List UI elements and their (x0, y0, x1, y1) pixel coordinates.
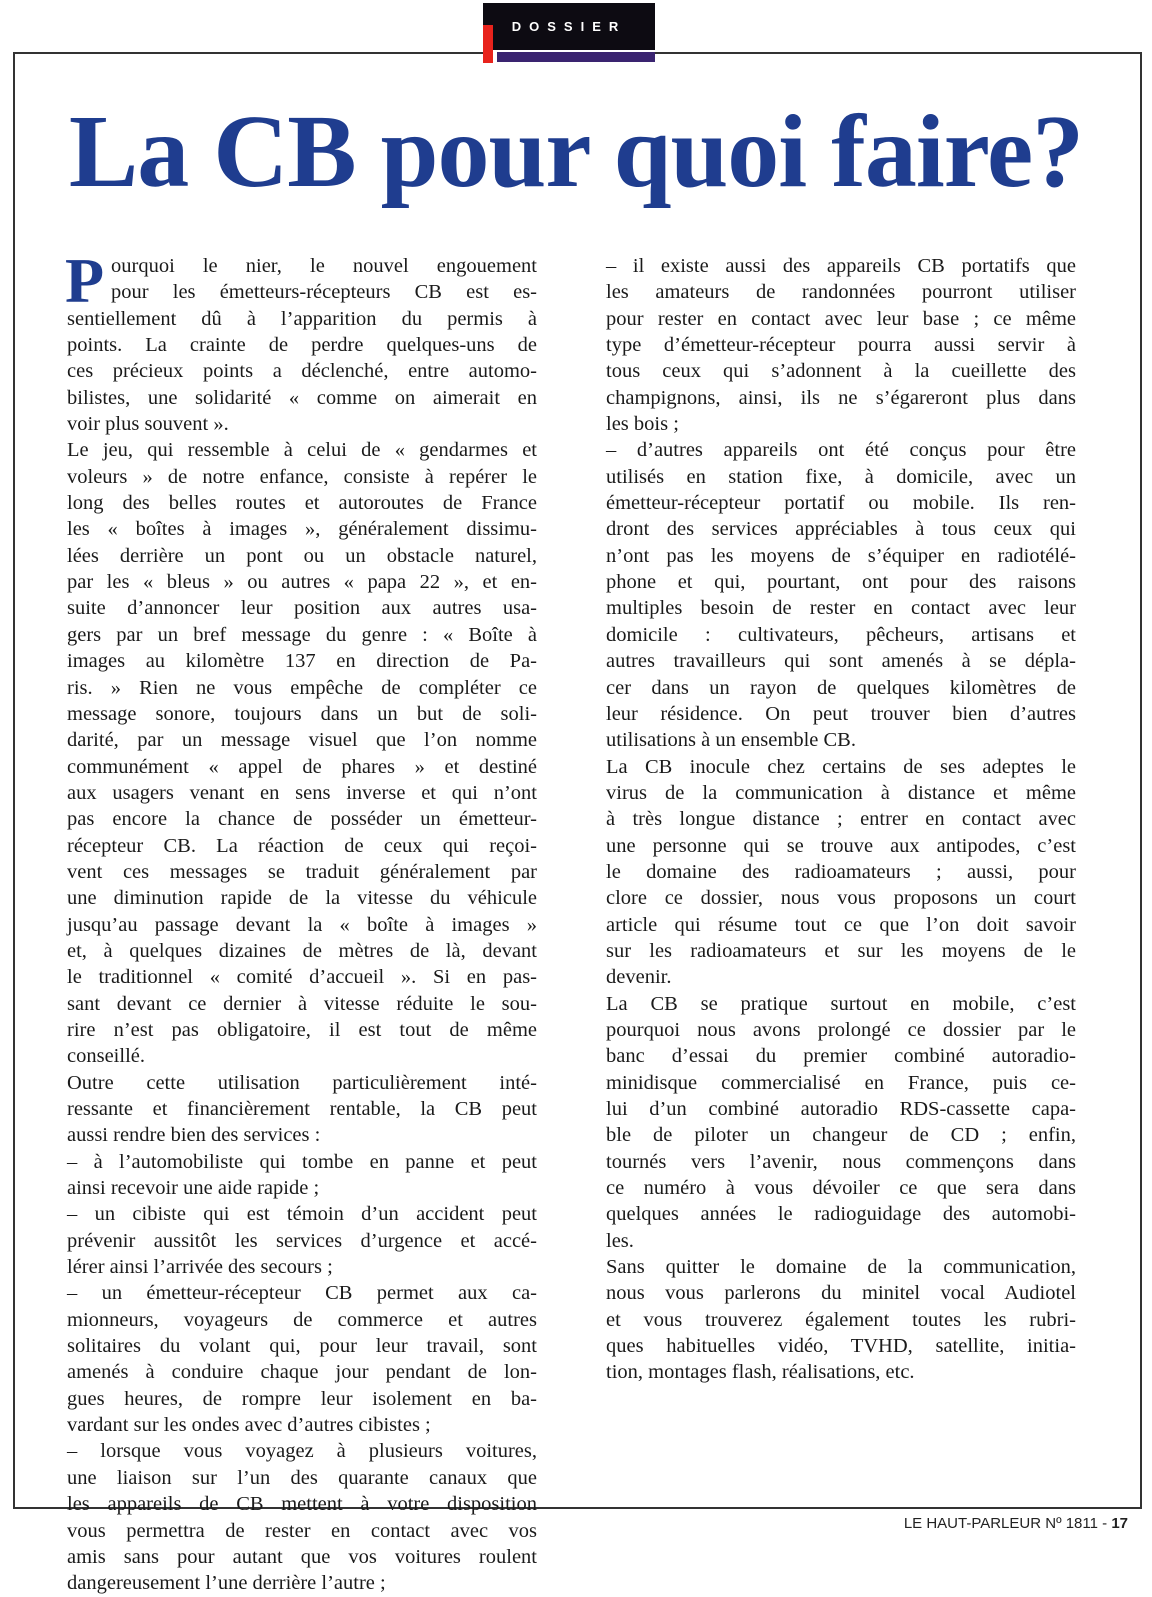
text-line: long des belles routes et autoroutes de France (67, 492, 537, 515)
paragraph (67, 1201, 537, 1280)
text-line: type d’émetteur-récepteur pourra aussi servir à (606, 334, 1076, 357)
text-line: n’ont pas les moyens de s’équiper en radiotélé- (606, 544, 1076, 567)
text-line: devenir. (606, 966, 672, 989)
header-red-bar (483, 25, 493, 63)
text-line: virus de la communication à distance et même (606, 781, 1076, 804)
text-line: amis sans pour autant que vos voitures roulent (67, 1545, 537, 1568)
paragraph (67, 1280, 537, 1438)
text-line: banc d’essai du premier combiné autoradio- (606, 1045, 1076, 1068)
text-line: Le jeu, qui ressemble à celui de « gendarmes et (67, 439, 537, 462)
text-line: communément « appel de phares » et destiné (67, 755, 537, 778)
paragraph (606, 437, 1076, 753)
text-line: Outre cette utilisation particulièrement inté- (67, 1071, 537, 1094)
text-line: conseillé. (67, 1045, 145, 1068)
text-line: utilisés en station fixe, à domicile, avec un (606, 465, 1076, 488)
column-left (65, 245, 537, 1597)
text-line: lui d’un combiné autoradio RDS-cassette capa- (606, 1098, 1076, 1120)
text-line: pas encore la chance de posséder un émetteur- (67, 808, 537, 831)
text-line: images au kilomètre 137 en direction de Pa- (67, 650, 537, 673)
text-line: amenés à conduire chaque jour pendant de lon- (67, 1361, 537, 1384)
text-line: dangereusement l’une derrière l’autre ; (67, 1572, 386, 1595)
text-line: vardant sur les ondes avec d’autres cibistes ; (67, 1414, 431, 1437)
paragraph (67, 437, 537, 1069)
text-line: rire n’est pas obligatoire, il est tout de même (67, 1018, 537, 1041)
text-line: lées derrière un pont ou un obstacle naturel, (67, 544, 537, 567)
text-line: ces précieux points a déclenché, entre automo- (67, 360, 537, 383)
text-line: darité, par un message visuel que l’on nomme (67, 729, 537, 752)
text-line: solitaires du volant qui, pour leur travail, sont (67, 1335, 537, 1358)
text-line: voir plus souvent ». (67, 413, 229, 436)
paragraph (606, 991, 1076, 1254)
text-line: points. La crainte de perdre quelques-uns de (67, 334, 537, 357)
text-line: ainsi recevoir une aide rapide ; (67, 1177, 320, 1200)
text-line: pour rester en contact avec leur base ; ce même (606, 307, 1076, 330)
text-line: ressante et financièrement rentable, la CB peut (67, 1098, 537, 1120)
text-line: champignons, ainsi, ils ne s’égareront plus dans (606, 386, 1076, 409)
text-line: ble de piloter un changeur de CD ; enfin, (606, 1124, 1076, 1147)
text-line: les appareils de CB mettent à votre disposition (67, 1493, 537, 1516)
paragraph (606, 754, 1076, 991)
text-line: ourquoi le nier, le nouvel engouement (111, 255, 537, 277)
text-line: – à l’automobiliste qui tombe en panne et peut (67, 1150, 537, 1173)
header-purple-bar (497, 52, 655, 62)
text-line: ris. » Rien ne vous empêche de compléter ce (67, 676, 537, 699)
text-line: les amateurs de randonnées pourront utiliser (606, 281, 1076, 304)
text-line: récepteur CB. La réaction de ceux qui reçoi- (67, 834, 537, 857)
text-line: suite d’annoncer leur position aux autres usa- (67, 597, 537, 620)
text-line: sentiellement dû à l’apparition du permis à (67, 307, 537, 330)
text-line: et, à quelques dizaines de mètres de là, devant (67, 939, 537, 962)
text-line: La CB se pratique surtout en mobile, c’est (606, 992, 1076, 1015)
text-line: sant devant ce dernier à vitesse réduite le sou- (67, 992, 537, 1015)
text-line: gers par un bref message du genre : « Boîte à (67, 623, 537, 646)
text-line: – lorsque vous voyagez à plusieurs voitures, (67, 1440, 537, 1463)
text-line: autres travailleurs qui sont amenés à se dépla- (606, 650, 1076, 673)
text-line: multiples besoin de rester en contact avec leur (606, 597, 1076, 620)
text-line: émetteur-récepteur portatif ou mobile. Ils ren- (606, 492, 1076, 515)
text-line: bilistes, une solidarité « comme on aimerait en (67, 386, 537, 409)
text-line: le traditionnel « comité d’accueil ». Si en pas- (67, 966, 537, 989)
text-line: quelques années le radioguidage des automobi- (606, 1203, 1076, 1226)
paragraph (606, 1254, 1076, 1386)
text-line: et vous trouverez également toutes les rubri- (606, 1308, 1076, 1331)
text-line: vous permettra de rester en contact avec vos (67, 1519, 537, 1542)
text-line: sur les radioamateurs et sur les moyens de le (606, 939, 1076, 962)
text-line: domicile : cultivateurs, pêcheurs, artisans et (606, 623, 1076, 646)
text-line: une diminution rapide de la vitesse du véhicule (67, 887, 537, 910)
text-line: message sonore, toujours dans un but de soli- (67, 702, 537, 725)
page-footer (904, 1515, 1128, 1532)
paragraph (65, 245, 537, 437)
paragraph (67, 1149, 537, 1202)
text-line: cer dans un rayon de quelques kilomètres de (606, 676, 1076, 699)
text-line: phone et qui, pourtant, ont pour des raisons (606, 571, 1076, 594)
text-line: lérer ainsi l’arrivée des secours ; (67, 1256, 333, 1279)
text-line: Sans quitter le domaine de la communication, (606, 1256, 1076, 1279)
text-line: clore ce dossier, nous vous proposons un court (606, 887, 1076, 910)
text-line: ce numéro à vous dévoiler ce que sera dans (606, 1177, 1076, 1200)
text-line: une personne qui se trouve aux antipodes, c’est (606, 834, 1076, 857)
text-line: minidisque commercialisé en France, puis ce- (606, 1071, 1076, 1094)
text-line: tournés vers l’avenir, nous commençons dans (606, 1150, 1076, 1173)
text-line: – d’autres appareils ont été conçus pour être (606, 439, 1076, 462)
text-line: – il existe aussi des appareils CB portatifs que (606, 255, 1076, 277)
text-line: pourquoi nous avons prolongé ce dossier par le (606, 1018, 1076, 1041)
section-label: DOSSIER (511, 19, 627, 34)
text-line: ques habituelles vidéo, TVHD, satellite, initia- (606, 1335, 1076, 1358)
column-right (606, 253, 1076, 1386)
text-line: à très longue distance ; entrer en contact avec (606, 808, 1076, 831)
publication-name: LE HAUT-PARLEUR Nº 1811 - (903, 1515, 1112, 1532)
text-line: – un émetteur-récepteur CB permet aux ca- (67, 1282, 537, 1305)
text-line: gues heures, de rompre leur isolement en ba- (67, 1387, 537, 1410)
text-line: vent ces messages se traduit généralement par (67, 860, 537, 883)
text-line: les bois ; (606, 413, 679, 436)
text-line: pour les émetteurs-récepteurs CB est es- (111, 281, 537, 304)
text-line: une liaison sur l’un des quarante canaux que (67, 1466, 537, 1489)
text-line: tion, montages flash, réalisations, etc. (606, 1361, 915, 1384)
text-line: aux usagers venant en sens inverse et qui n’ont (67, 781, 537, 804)
paragraph (67, 1438, 537, 1596)
text-line: utilisations à un ensemble CB. (606, 729, 856, 752)
article-title: La CB pour quoi faire? (68, 94, 1084, 209)
text-line: les. (606, 1229, 634, 1252)
text-line: les « boîtes à images », généralement dissimu- (67, 518, 537, 541)
text-line: aussi rendre bien des services : (67, 1124, 321, 1147)
drop-cap: P (65, 245, 105, 316)
text-line: voleurs » de notre enfance, consiste à repérer le (67, 465, 537, 488)
text-line: mionneurs, voyageurs de commerce et autres (67, 1308, 537, 1331)
paragraph (67, 1070, 537, 1149)
text-line: tous ceux qui s’adonnent à la cueillette des (606, 360, 1076, 383)
text-line: prévenir aussitôt les services d’urgence et accé- (67, 1229, 537, 1252)
text-line: dront des services appréciables à tous ceux qui (606, 518, 1076, 541)
page-number: 17 (1111, 1515, 1128, 1532)
paragraph (606, 253, 1076, 437)
text-line: par les « bleus » ou autres « papa 22 », et en- (67, 571, 537, 594)
text-line: – un cibiste qui est témoin d’un accident peut (67, 1203, 537, 1226)
text-line: article qui résume tout ce que l’on doit savoir (606, 913, 1076, 936)
text-line: La CB inocule chez certains de ses adeptes le (606, 755, 1076, 778)
text-line: le domaine des radioamateurs ; aussi, pour (606, 860, 1076, 883)
text-line: leur résidence. On peut trouver bien d’autres (606, 702, 1076, 725)
section-header (483, 3, 655, 50)
text-line: nous vous parlerons du minitel vocal Audiotel (606, 1282, 1076, 1305)
text-line: jusqu’au passage devant la « boîte à images » (67, 913, 537, 936)
